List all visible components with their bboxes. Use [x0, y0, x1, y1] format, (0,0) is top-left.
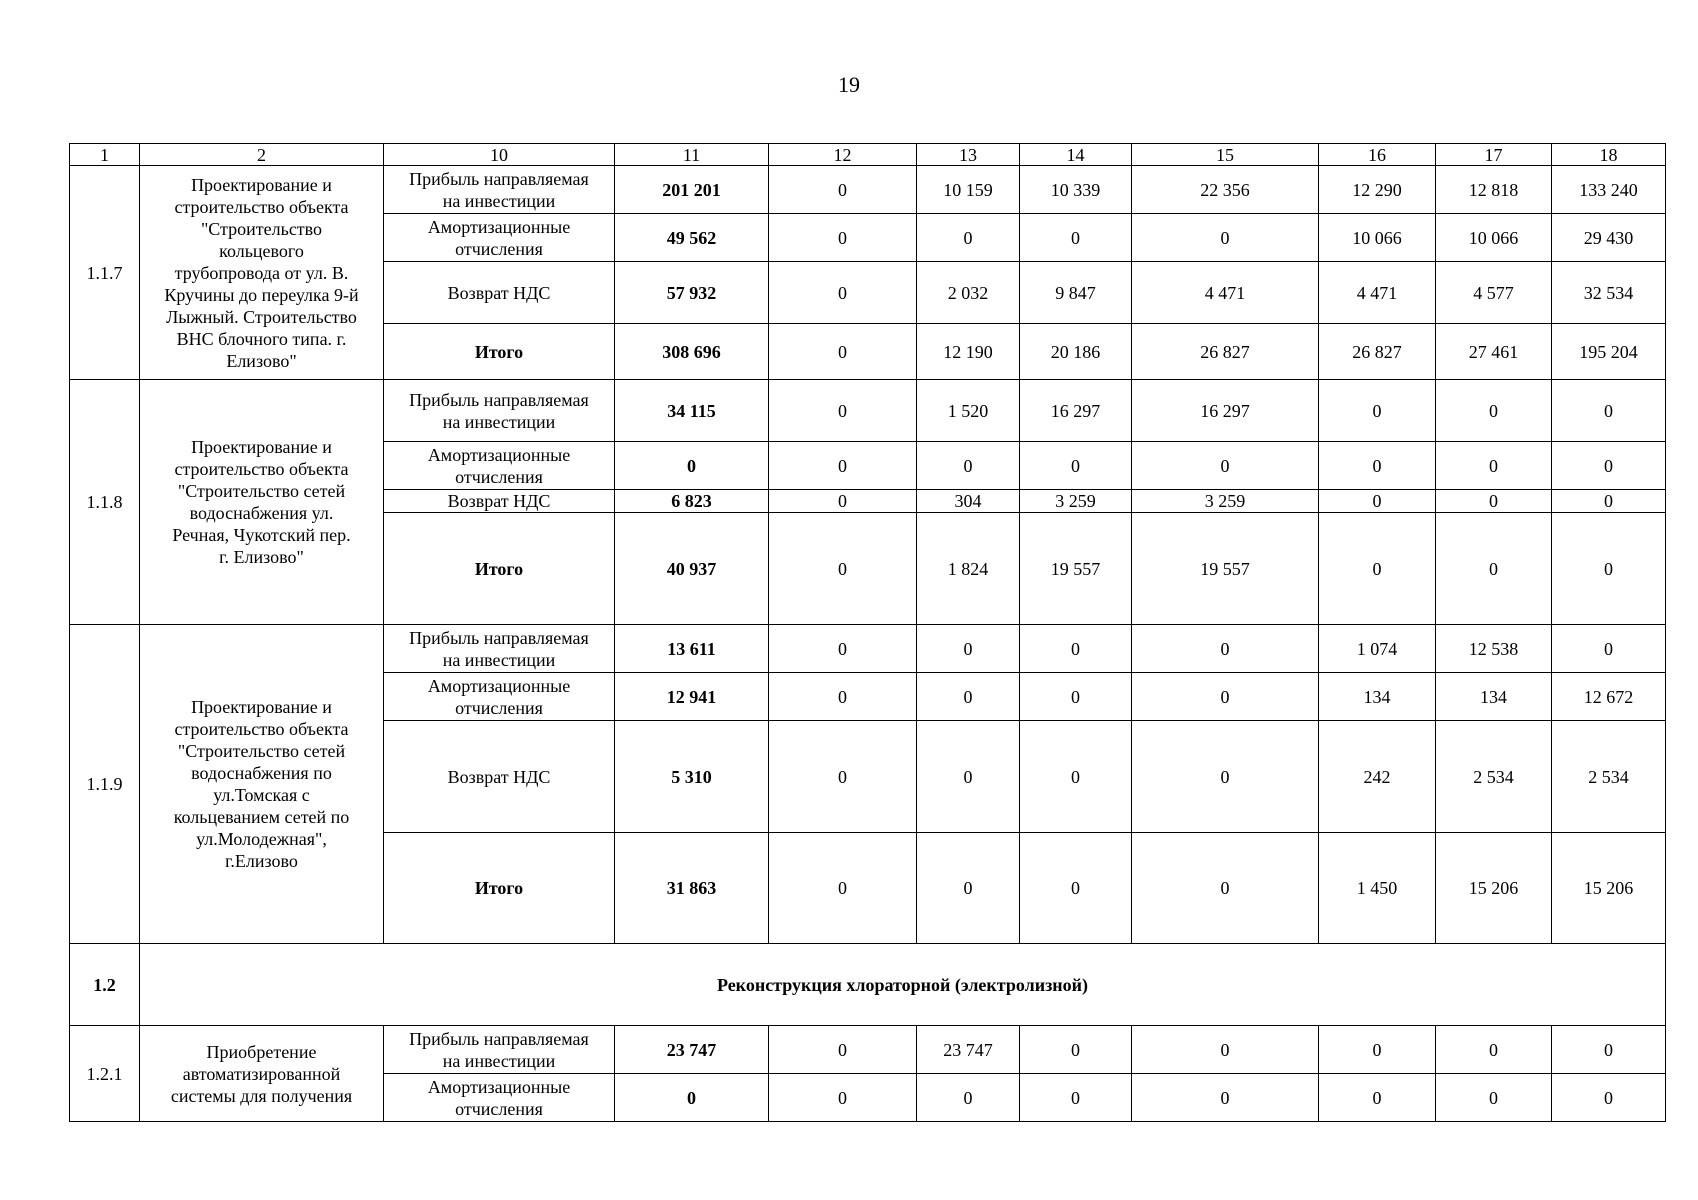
item-description-line: Елизово": [226, 350, 297, 371]
amount-cell: 0: [1552, 442, 1666, 490]
amount-cell: 19 557: [1132, 513, 1319, 625]
amount-cell: 0: [769, 324, 917, 380]
amount-total: 201 201: [615, 166, 769, 214]
amount-cell: 32 534: [1552, 262, 1666, 324]
amount-cell: 12 672: [1552, 673, 1666, 721]
funding-source-line: Амортизационные: [427, 1076, 571, 1097]
amount-cell: 134: [1436, 673, 1552, 721]
amount-cell: 0: [1552, 490, 1666, 513]
amount-cell: 3 259: [1020, 490, 1132, 513]
amount-cell: 0: [1132, 721, 1319, 833]
header-cell: 14: [1020, 144, 1132, 166]
amount-cell: 0: [1132, 214, 1319, 262]
amount-cell: 0: [1132, 442, 1319, 490]
amount-cell: 0: [1132, 1074, 1319, 1122]
amount-cell: 16 297: [1020, 380, 1132, 442]
amount-cell: 15 206: [1436, 833, 1552, 944]
amount-cell: 304: [917, 490, 1020, 513]
amount-cell: 0: [769, 262, 917, 324]
funding-source-line: Амортизационные: [427, 675, 571, 696]
funding-source-line: Прибыль направляемая: [409, 168, 589, 189]
amount-cell: 1 824: [917, 513, 1020, 625]
item-description-line: строительство объекта: [174, 196, 349, 217]
amount-cell: 0: [1319, 380, 1436, 442]
header-cell: 18: [1552, 144, 1666, 166]
funding-source: [384, 625, 615, 673]
amount-cell: 12 290: [1319, 166, 1436, 214]
funding-source-line: отчисления: [455, 1098, 543, 1119]
funding-source: [384, 1074, 615, 1122]
amount-cell: 0: [1552, 1074, 1666, 1122]
amount-cell: 0: [1436, 442, 1552, 490]
amount-total: 0: [615, 442, 769, 490]
amount-cell: 133 240: [1552, 166, 1666, 214]
table-row: [70, 1026, 1666, 1074]
amount-cell: 0: [1020, 1074, 1132, 1122]
funding-source-line: отчисления: [455, 238, 543, 259]
funding-source: Итого: [384, 833, 615, 944]
funding-source: Итого: [384, 324, 615, 380]
item-number: 1.2.1: [70, 1026, 140, 1122]
funding-source-line: Амортизационные: [427, 216, 571, 237]
investment-table: [69, 143, 1666, 1122]
amount-total: 13 611: [615, 625, 769, 673]
item-description-line: трубопровода от ул. В.: [174, 262, 349, 283]
amount-cell: 0: [917, 625, 1020, 673]
amount-cell: 0: [917, 214, 1020, 262]
amount-cell: 0: [1020, 214, 1132, 262]
item-description-line: Речная, Чукотский пер.: [172, 525, 351, 545]
amount-cell: 16 297: [1132, 380, 1319, 442]
amount-total: 49 562: [615, 214, 769, 262]
amount-cell: 0: [917, 833, 1020, 944]
item-description-line: Кручины до переулка 9-й: [164, 284, 359, 305]
funding-source-line: Прибыль направляемая: [409, 389, 589, 410]
amount-cell: 0: [1436, 380, 1552, 442]
funding-source: [384, 442, 615, 490]
amount-cell: 0: [1132, 1026, 1319, 1074]
amount-cell: 0: [1020, 442, 1132, 490]
amount-cell: 19 557: [1020, 513, 1132, 625]
amount-cell: 23 747: [917, 1026, 1020, 1074]
header-cell: 12: [769, 144, 917, 166]
amount-cell: 195 204: [1552, 324, 1666, 380]
table-row: [70, 625, 1666, 673]
amount-cell: 0: [769, 673, 917, 721]
amount-cell: 0: [769, 380, 917, 442]
amount-cell: 1 074: [1319, 625, 1436, 673]
item-number: 1.1.9: [70, 625, 140, 944]
amount-cell: 4 471: [1319, 262, 1436, 324]
item-number: 1.1.7: [70, 166, 140, 380]
item-description-line: ул.Молодежная",: [196, 829, 327, 849]
item-description-line: водоснабжения по: [191, 763, 332, 783]
amount-cell: 29 430: [1552, 214, 1666, 262]
table-row: [70, 166, 1666, 214]
amount-total: 12 941: [615, 673, 769, 721]
amount-cell: 26 827: [1319, 324, 1436, 380]
amount-cell: 0: [1020, 721, 1132, 833]
amount-cell: 10 066: [1436, 214, 1552, 262]
item-description-line: строительство объекта: [174, 459, 349, 479]
amount-cell: 0: [1319, 513, 1436, 625]
header-cell: 11: [615, 144, 769, 166]
item-description: [140, 625, 384, 944]
amount-cell: 27 461: [1436, 324, 1552, 380]
funding-source-line: на инвестиции: [442, 190, 556, 211]
amount-total: 6 823: [615, 490, 769, 513]
funding-source-line: на инвестиции: [442, 1050, 556, 1071]
amount-cell: 0: [1132, 833, 1319, 944]
amount-cell: 20 186: [1020, 324, 1132, 380]
section-title: Реконструкция хлораторной (электролизной): [140, 944, 1666, 1026]
amount-total: 0: [615, 1074, 769, 1122]
amount-cell: 0: [1020, 833, 1132, 944]
amount-cell: 0: [1552, 1026, 1666, 1074]
amount-total: 5 310: [615, 721, 769, 833]
amount-cell: 12 190: [917, 324, 1020, 380]
item-description-line: строительство объекта: [174, 719, 349, 739]
amount-total: 40 937: [615, 513, 769, 625]
amount-cell: 0: [917, 442, 1020, 490]
amount-cell: 0: [1552, 625, 1666, 673]
amount-cell: 26 827: [1132, 324, 1319, 380]
item-description-line: водоснабжения ул.: [189, 503, 334, 523]
item-description-line: автоматизированной: [182, 1063, 341, 1084]
header-cell: 17: [1436, 144, 1552, 166]
item-description-line: Приобретение: [206, 1041, 317, 1062]
amount-cell: 0: [769, 490, 917, 513]
amount-cell: 0: [1020, 673, 1132, 721]
amount-total: 31 863: [615, 833, 769, 944]
amount-cell: 22 356: [1132, 166, 1319, 214]
item-description-line: "Строительство сетей: [177, 741, 346, 761]
header-cell: 13: [917, 144, 1020, 166]
amount-cell: 0: [917, 721, 1020, 833]
amount-cell: 0: [917, 1074, 1020, 1122]
amount-cell: 0: [1020, 625, 1132, 673]
funding-source: [384, 673, 615, 721]
amount-cell: 0: [769, 442, 917, 490]
amount-cell: 0: [1132, 625, 1319, 673]
funding-source-line: на инвестиции: [442, 649, 556, 670]
amount-total: 23 747: [615, 1026, 769, 1074]
funding-source: [384, 166, 615, 214]
amount-cell: 0: [1436, 1026, 1552, 1074]
item-description-line: г. Елизово": [219, 547, 304, 567]
header-cell: 15: [1132, 144, 1319, 166]
item-description: [140, 1026, 384, 1122]
funding-source: [384, 380, 615, 442]
amount-cell: 10 159: [917, 166, 1020, 214]
page-number: 19: [838, 72, 860, 97]
funding-source: [384, 214, 615, 262]
item-description-line: Проектирование и: [191, 437, 332, 457]
amount-cell: 9 847: [1020, 262, 1132, 324]
amount-cell: 0: [1319, 1026, 1436, 1074]
amount-cell: 2 534: [1552, 721, 1666, 833]
amount-total: 308 696: [615, 324, 769, 380]
item-description-line: ул.Томская с: [213, 785, 310, 805]
header-cell: 16: [1319, 144, 1436, 166]
amount-total: 57 932: [615, 262, 769, 324]
item-description-line: "Строительство: [200, 218, 323, 239]
amount-cell: 0: [1132, 673, 1319, 721]
amount-cell: 2 534: [1436, 721, 1552, 833]
section-row: [70, 944, 1666, 1026]
section-number: 1.2: [70, 944, 140, 1026]
item-description-line: "Строительство сетей: [177, 481, 346, 501]
item-description-line: системы для получения: [170, 1085, 353, 1106]
amount-cell: 4 471: [1132, 262, 1319, 324]
amount-cell: 0: [1436, 490, 1552, 513]
amount-total: 34 115: [615, 380, 769, 442]
amount-cell: 3 259: [1132, 490, 1319, 513]
item-description-line: Проектирование и: [191, 174, 332, 195]
item-description-line: Лыжный. Строительство: [166, 306, 357, 327]
amount-cell: 4 577: [1436, 262, 1552, 324]
item-description-line: ВНС блочного типа. г.: [176, 328, 347, 349]
item-description-line: кольцевого: [219, 240, 304, 261]
amount-cell: 1 520: [917, 380, 1020, 442]
amount-cell: 0: [769, 833, 917, 944]
item-number: 1.1.8: [70, 380, 140, 625]
amount-cell: 10 066: [1319, 214, 1436, 262]
amount-cell: 1 450: [1319, 833, 1436, 944]
amount-cell: 0: [1552, 380, 1666, 442]
header-row: [70, 144, 1666, 166]
amount-cell: 0: [1319, 1074, 1436, 1122]
funding-source-line: отчисления: [455, 697, 543, 718]
header-cell: 1: [70, 144, 140, 166]
funding-source-line: Прибыль направляемая: [409, 1028, 589, 1049]
header-cell: 2: [140, 144, 384, 166]
table-row: [70, 380, 1666, 442]
header-cell: 10: [384, 144, 615, 166]
funding-source-line: отчисления: [455, 466, 543, 487]
item-description-line: кольцеванием сетей по: [173, 807, 350, 827]
amount-cell: 242: [1319, 721, 1436, 833]
funding-source: Возврат НДС: [384, 490, 615, 513]
amount-cell: 0: [769, 1074, 917, 1122]
amount-cell: 10 339: [1020, 166, 1132, 214]
amount-cell: 2 032: [917, 262, 1020, 324]
amount-cell: 0: [1436, 1074, 1552, 1122]
amount-cell: 134: [1319, 673, 1436, 721]
amount-cell: 0: [1020, 1026, 1132, 1074]
funding-source: [384, 1026, 615, 1074]
amount-cell: 0: [769, 721, 917, 833]
amount-cell: 15 206: [1552, 833, 1666, 944]
amount-cell: 0: [769, 625, 917, 673]
item-description-line: г.Елизово: [225, 851, 298, 871]
amount-cell: 0: [1319, 490, 1436, 513]
amount-cell: 0: [769, 166, 917, 214]
amount-cell: 0: [1319, 442, 1436, 490]
amount-cell: 0: [1436, 513, 1552, 625]
funding-source: Возврат НДС: [384, 721, 615, 833]
funding-source-line: Прибыль направляемая: [409, 627, 589, 648]
amount-cell: 0: [917, 673, 1020, 721]
amount-cell: 0: [769, 1026, 917, 1074]
funding-source-line: Амортизационные: [427, 444, 571, 465]
funding-source: Возврат НДС: [384, 262, 615, 324]
amount-cell: 0: [769, 214, 917, 262]
amount-cell: 12 538: [1436, 625, 1552, 673]
item-description: [140, 380, 384, 625]
funding-source-line: на инвестиции: [442, 411, 556, 432]
funding-source: Итого: [384, 513, 615, 625]
amount-cell: 0: [1552, 513, 1666, 625]
item-description: [140, 166, 384, 380]
item-description-line: Проектирование и: [191, 697, 332, 717]
amount-cell: 0: [769, 513, 917, 625]
amount-cell: 12 818: [1436, 166, 1552, 214]
